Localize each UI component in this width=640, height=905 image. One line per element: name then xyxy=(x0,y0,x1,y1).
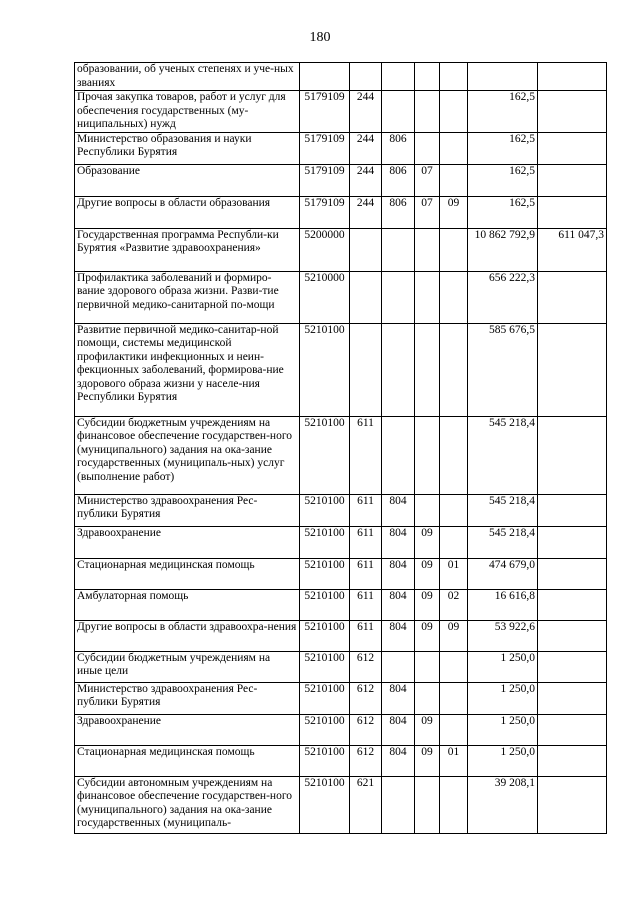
table-row xyxy=(75,228,607,271)
expense-type-cell: 611 xyxy=(350,416,382,494)
section-code-cell xyxy=(415,323,440,416)
table-body xyxy=(75,63,607,834)
table-row xyxy=(75,416,607,494)
expense-type-cell xyxy=(350,63,382,91)
expense-type-cell xyxy=(350,271,382,323)
subsection-code-cell xyxy=(440,682,468,714)
subsection-code-cell xyxy=(440,651,468,682)
ministry-code-cell: 804 xyxy=(382,558,415,589)
section-code-cell: 09 xyxy=(415,620,440,651)
amount-extra-cell xyxy=(538,494,607,526)
amount-cell: 53 922,6 xyxy=(468,620,538,651)
subsection-code-cell: 01 xyxy=(440,745,468,776)
amount-cell: 1 250,0 xyxy=(468,745,538,776)
amount-extra-cell xyxy=(538,714,607,745)
target-article-cell: 5179109 xyxy=(300,91,350,133)
ministry-code-cell: 806 xyxy=(382,164,415,196)
table-row xyxy=(75,682,607,714)
section-code-cell: 09 xyxy=(415,714,440,745)
expense-type-cell: 611 xyxy=(350,620,382,651)
target-article-cell: 5210100 xyxy=(300,558,350,589)
subsection-code-cell: 01 xyxy=(440,558,468,589)
subsection-code-cell xyxy=(440,132,468,164)
subsection-code-cell xyxy=(440,91,468,133)
amount-extra-cell xyxy=(538,558,607,589)
subsection-code-cell xyxy=(440,526,468,558)
item-name-cell: Стационарная медицинская помощь xyxy=(75,558,300,589)
amount-cell: 474 679,0 xyxy=(468,558,538,589)
section-code-cell: 09 xyxy=(415,526,440,558)
subsection-code-cell: 09 xyxy=(440,196,468,228)
amount-extra-cell xyxy=(538,745,607,776)
ministry-code-cell xyxy=(382,416,415,494)
amount-extra-cell: 611 047,3 xyxy=(538,228,607,271)
ministry-code-cell: 804 xyxy=(382,620,415,651)
item-name-cell: Субсидии бюджетным учреждениям на иные цели xyxy=(75,651,300,682)
item-name-cell: Прочая закупка товаров, работ и услуг для обеспечения государственных (му-ниципальных) нужд xyxy=(75,91,300,133)
section-code-cell xyxy=(415,494,440,526)
expense-type-cell xyxy=(350,323,382,416)
section-code-cell: 09 xyxy=(415,589,440,620)
subsection-code-cell: 02 xyxy=(440,589,468,620)
target-article-cell: 5179109 xyxy=(300,164,350,196)
table-row xyxy=(75,589,607,620)
item-name-cell: Субсидии бюджетным учреждениям на финансовое обеспечение государствен-ного (муниципального) задания на ока-зание государственных (муниципаль-ных) услуг (выполнение работ) xyxy=(75,416,300,494)
ministry-code-cell: 804 xyxy=(382,494,415,526)
item-name-cell: Другие вопросы в области образования xyxy=(75,196,300,228)
amount-cell: 585 676,5 xyxy=(468,323,538,416)
target-article-cell: 5179109 xyxy=(300,196,350,228)
amount-extra-cell xyxy=(538,63,607,91)
item-name-cell: Амбулаторная помощь xyxy=(75,589,300,620)
table-row xyxy=(75,196,607,228)
subsection-code-cell xyxy=(440,63,468,91)
amount-cell: 39 208,1 xyxy=(468,776,538,833)
ministry-code-cell: 806 xyxy=(382,132,415,164)
amount-cell: 162,5 xyxy=(468,164,538,196)
target-article-cell: 5210100 xyxy=(300,589,350,620)
ministry-code-cell xyxy=(382,91,415,133)
ministry-code-cell xyxy=(382,271,415,323)
section-code-cell: 09 xyxy=(415,745,440,776)
table-row xyxy=(75,91,607,133)
section-code-cell xyxy=(415,132,440,164)
expense-type-cell: 611 xyxy=(350,589,382,620)
expense-type-cell: 244 xyxy=(350,164,382,196)
subsection-code-cell xyxy=(440,164,468,196)
table-row xyxy=(75,494,607,526)
target-article-cell: 5210100 xyxy=(300,323,350,416)
table-row xyxy=(75,63,607,91)
target-article-cell: 5200000 xyxy=(300,228,350,271)
subsection-code-cell xyxy=(440,228,468,271)
amount-extra-cell xyxy=(538,776,607,833)
subsection-code-cell xyxy=(440,271,468,323)
ministry-code-cell: 804 xyxy=(382,526,415,558)
amount-extra-cell xyxy=(538,620,607,651)
target-article-cell xyxy=(300,63,350,91)
item-name-cell: Образование xyxy=(75,164,300,196)
target-article-cell: 5210000 xyxy=(300,271,350,323)
item-name-cell: образовании, об ученых степенях и уче-ных званиях xyxy=(75,63,300,91)
section-code-cell: 07 xyxy=(415,196,440,228)
amount-cell: 1 250,0 xyxy=(468,682,538,714)
item-name-cell: Министерство здравоохранения Рес-публики Бурятия xyxy=(75,682,300,714)
section-code-cell xyxy=(415,682,440,714)
expense-type-cell: 244 xyxy=(350,196,382,228)
expense-type-cell: 611 xyxy=(350,558,382,589)
section-code-cell xyxy=(415,271,440,323)
table-row xyxy=(75,132,607,164)
table-row xyxy=(75,745,607,776)
amount-cell: 16 616,8 xyxy=(468,589,538,620)
item-name-cell: Здравоохранение xyxy=(75,714,300,745)
ministry-code-cell: 804 xyxy=(382,714,415,745)
amount-cell xyxy=(468,63,538,91)
item-name-cell: Здравоохранение xyxy=(75,526,300,558)
amount-extra-cell xyxy=(538,164,607,196)
target-article-cell: 5210100 xyxy=(300,651,350,682)
ministry-code-cell xyxy=(382,651,415,682)
subsection-code-cell: 09 xyxy=(440,620,468,651)
table-row xyxy=(75,271,607,323)
ministry-code-cell: 804 xyxy=(382,745,415,776)
section-code-cell xyxy=(415,63,440,91)
section-code-cell: 09 xyxy=(415,558,440,589)
target-article-cell: 5210100 xyxy=(300,620,350,651)
table-row xyxy=(75,776,607,833)
ministry-code-cell xyxy=(382,63,415,91)
table-row xyxy=(75,526,607,558)
amount-cell: 545 218,4 xyxy=(468,416,538,494)
target-article-cell: 5210100 xyxy=(300,745,350,776)
subsection-code-cell xyxy=(440,776,468,833)
expense-type-cell: 244 xyxy=(350,132,382,164)
item-name-cell: Субсидии автономным учреждениям на финансовое обеспечение государствен-ного (муниципального) задания на ока-зание государственных (муниципаль- xyxy=(75,776,300,833)
expense-type-cell: 612 xyxy=(350,651,382,682)
budget-table xyxy=(74,62,607,834)
amount-cell: 162,5 xyxy=(468,132,538,164)
amount-cell: 162,5 xyxy=(468,196,538,228)
table-row xyxy=(75,558,607,589)
ministry-code-cell xyxy=(382,776,415,833)
subsection-code-cell xyxy=(440,714,468,745)
item-name-cell: Стационарная медицинская помощь xyxy=(75,745,300,776)
table-row xyxy=(75,620,607,651)
amount-extra-cell xyxy=(538,323,607,416)
target-article-cell: 5179109 xyxy=(300,132,350,164)
amount-cell: 162,5 xyxy=(468,91,538,133)
section-code-cell xyxy=(415,416,440,494)
expense-type-cell: 611 xyxy=(350,526,382,558)
subsection-code-cell xyxy=(440,416,468,494)
ministry-code-cell xyxy=(382,228,415,271)
page-number: 180 xyxy=(309,30,331,45)
amount-cell: 545 218,4 xyxy=(468,526,538,558)
amount-extra-cell xyxy=(538,91,607,133)
subsection-code-cell xyxy=(440,323,468,416)
amount-cell: 1 250,0 xyxy=(468,714,538,745)
target-article-cell: 5210100 xyxy=(300,714,350,745)
amount-extra-cell xyxy=(538,271,607,323)
expense-type-cell xyxy=(350,228,382,271)
item-name-cell: Другие вопросы в области здравоохра-нения xyxy=(75,620,300,651)
target-article-cell: 5210100 xyxy=(300,526,350,558)
amount-cell: 10 862 792,9 xyxy=(468,228,538,271)
amount-extra-cell xyxy=(538,416,607,494)
expense-type-cell: 611 xyxy=(350,494,382,526)
expense-type-cell: 612 xyxy=(350,745,382,776)
target-article-cell: 5210100 xyxy=(300,494,350,526)
section-code-cell xyxy=(415,228,440,271)
expense-type-cell: 612 xyxy=(350,682,382,714)
amount-cell: 545 218,4 xyxy=(468,494,538,526)
expense-type-cell: 612 xyxy=(350,714,382,745)
table-row xyxy=(75,323,607,416)
ministry-code-cell: 806 xyxy=(382,196,415,228)
target-article-cell: 5210100 xyxy=(300,416,350,494)
ministry-code-cell: 804 xyxy=(382,682,415,714)
table-row xyxy=(75,714,607,745)
amount-cell: 656 222,3 xyxy=(468,271,538,323)
item-name-cell: Министерство образования и науки Республики Бурятия xyxy=(75,132,300,164)
subsection-code-cell xyxy=(440,494,468,526)
item-name-cell: Государственная программа Республи-ки Бурятия «Развитие здравоохранения» xyxy=(75,228,300,271)
section-code-cell: 07 xyxy=(415,164,440,196)
ministry-code-cell xyxy=(382,323,415,416)
amount-cell: 1 250,0 xyxy=(468,651,538,682)
ministry-code-cell: 804 xyxy=(382,589,415,620)
amount-extra-cell xyxy=(538,132,607,164)
section-code-cell xyxy=(415,651,440,682)
target-article-cell: 5210100 xyxy=(300,682,350,714)
expense-type-cell: 621 xyxy=(350,776,382,833)
expense-type-cell: 244 xyxy=(350,91,382,133)
target-article-cell: 5210100 xyxy=(300,776,350,833)
item-name-cell: Профилактика заболеваний и формиро-вание здорового образа жизни. Разви-тие первичной медико-санитарной по-мощи xyxy=(75,271,300,323)
item-name-cell: Развитие первичной медико-санитар-ной помощи, системы медицинской профилактики инфекционных и неин-фекционных заболеваний, формирова-ние здорового образа жизни у населе-ния Республики Бурятия xyxy=(75,323,300,416)
table-row xyxy=(75,651,607,682)
table-row xyxy=(75,164,607,196)
section-code-cell xyxy=(415,91,440,133)
amount-extra-cell xyxy=(538,651,607,682)
amount-extra-cell xyxy=(538,682,607,714)
section-code-cell xyxy=(415,776,440,833)
amount-extra-cell xyxy=(538,196,607,228)
item-name-cell: Министерство здравоохранения Рес-публики Бурятия xyxy=(75,494,300,526)
amount-extra-cell xyxy=(538,589,607,620)
amount-extra-cell xyxy=(538,526,607,558)
